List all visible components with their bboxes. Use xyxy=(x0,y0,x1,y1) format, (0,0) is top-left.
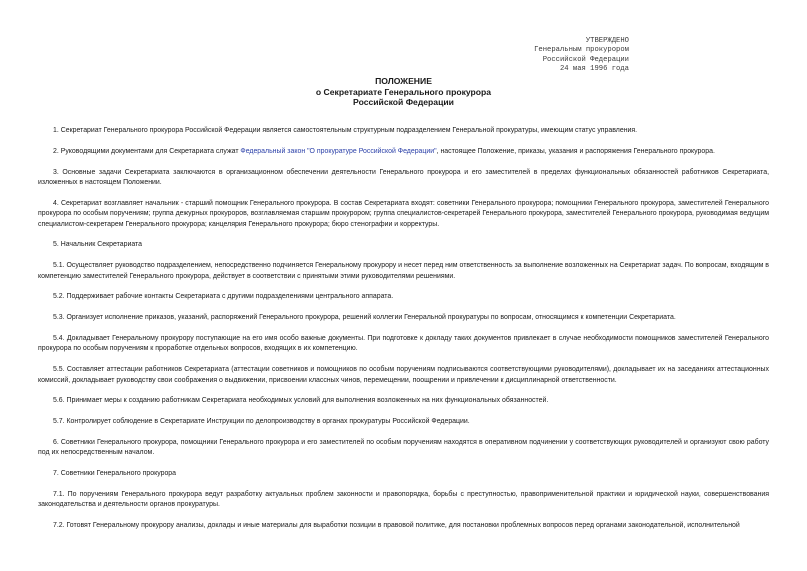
paragraph-5-3: 5.3. Организует исполнение приказов, указаний, распоряжений Генерального прокурора, решений коллегии Генеральной прокуратуры по вопросам, относящимся к компетенции Секретариата. xyxy=(53,314,676,322)
paragraph-5-heading: 5. Начальник Секретариата xyxy=(53,241,142,249)
paragraph-4: 4. Секретариат возглавляет начальник - старший помощник Генерального прокурора. В состав Секретариата входят: советники Генерального прокурора; помощники Генерального прокурора, заместителей Генерального прокурора по особым поручениям; группа дежурных прокуроров, возглавляемая старшим прокурором; группа специалистов-секретарей Генерального прокурора, заместителей Генерального прокурора, руководимая ведущим специалистом-секретарем Генерального прокурора; канцелярия Генерального прокурора; бюро стенографии и корректуры. xyxy=(38,199,769,228)
paragraph-5-2: 5.2. Поддерживает рабочие контакты Секретариата с другими подразделениями центрального аппарата. xyxy=(53,293,394,301)
paragraph-7-2: 7.2. Готовят Генеральному прокурору анализы, доклады и иные материалы для выработки позиции в правовой политике, для постановки проблемных вопросов перед органами законодательной, исполнительной xyxy=(53,522,740,530)
paragraph-5-1: 5.1. Осуществляет руководство подразделением, непосредственно подчиняется Генеральному прокурору и несет перед ним ответственность за выполнение возложенных на Секретариат задач. По вопросам, входящим в компетенцию заместителей Генерального прокурора, действует в соответствии с принятыми этими руководителями решениями. xyxy=(38,262,769,280)
paragraph-2 xyxy=(38,147,769,157)
paragraph-6: 6. Советники Генерального прокурора, помощники Генерального прокурора и его заместителей по особым поручениям находятся в оперативном подчинении у соответствующих руководителей и организуют свою работу под их непосредственным началом. xyxy=(38,439,769,457)
approval-line-date: 24 мая 1996 года xyxy=(559,65,629,74)
document-title xyxy=(0,76,807,108)
approval-stamp xyxy=(534,37,629,75)
paragraph-5-5: 5.5. Составляет аттестации работников Секретариата (аттестации советников и помощников по особым поручениям подписываются соответствующими руководителями), докладывает их на заседаниях аттестационных комиссий, докладывает руководству свои соображения о выдвижении, присвоении классных чинов, перемещении, поощрении и привлечении к дисциплинарной ответственности. xyxy=(38,366,769,384)
paragraph-5-4: 5.4. Докладывает Генеральному прокурору поступающие на его имя особо важные документы. При подготовке к докладу таких документов привлекает в случае необходимости помощников заместителей Генерального прокурора по особым поручениям к проработке отдельных вопросов, входящих в их компетенцию. xyxy=(38,335,769,353)
paragraph-1: 1. Секретариат Генерального прокурора Российской Федерации является самостоятельным структурным подразделением Генеральной прокуратуры, имеющим статус управления. xyxy=(53,127,638,134)
paragraph-3: 3. Основные задачи Секретариата заключаются в организационном обеспечении деятельности Генерального прокурора и его заместителей в пределах функциональных обязанностей работников Секретариата, изложенных в настоящем Положении. xyxy=(38,168,769,186)
approval-line-approved: УТВЕРЖДЕНО xyxy=(585,37,629,45)
paragraph-5-6: 5.6. Принимает меры к созданию работникам Секретариата необходимых условий для выполнения возложенных на них функциональных обязанностей. xyxy=(53,397,549,405)
paragraph-7-heading: 7. Советники Генерального прокурора xyxy=(53,470,177,478)
title-line-3: Российской Федерации xyxy=(353,97,454,108)
document-body xyxy=(38,126,769,542)
paragraph-2-text-after: , настоящее Положение, приказы, указания и распоряжения Генерального прокурора. xyxy=(436,147,715,155)
paragraph-2-text-before: 2. Руководящими документами для Секретариата служат xyxy=(53,147,241,155)
paragraph-5-7: 5.7. Контролирует соблюдение в Секретариате Инструкции по делопроизводству в органах прокуратуры Российской Федерации. xyxy=(53,418,470,426)
approval-line-authority: Генеральным прокурором xyxy=(534,46,629,55)
federal-law-link[interactable]: Федеральный закон "О прокуратуре Российской Федерации" xyxy=(240,147,437,155)
approval-line-country: Российской Федерации xyxy=(542,55,629,64)
title-line-1: ПОЛОЖЕНИЕ xyxy=(375,76,432,86)
paragraph-7-1: 7.1. По поручениям Генерального прокурора ведут разработку актуальных проблем законности и правопорядка, борьбы с преступностью, правоприменительной практики и юридической науки, совершенствования законодательства и деятельности органов прокуратуры. xyxy=(38,491,769,509)
title-line-2: о Секретариате Генерального прокурора xyxy=(315,86,492,97)
